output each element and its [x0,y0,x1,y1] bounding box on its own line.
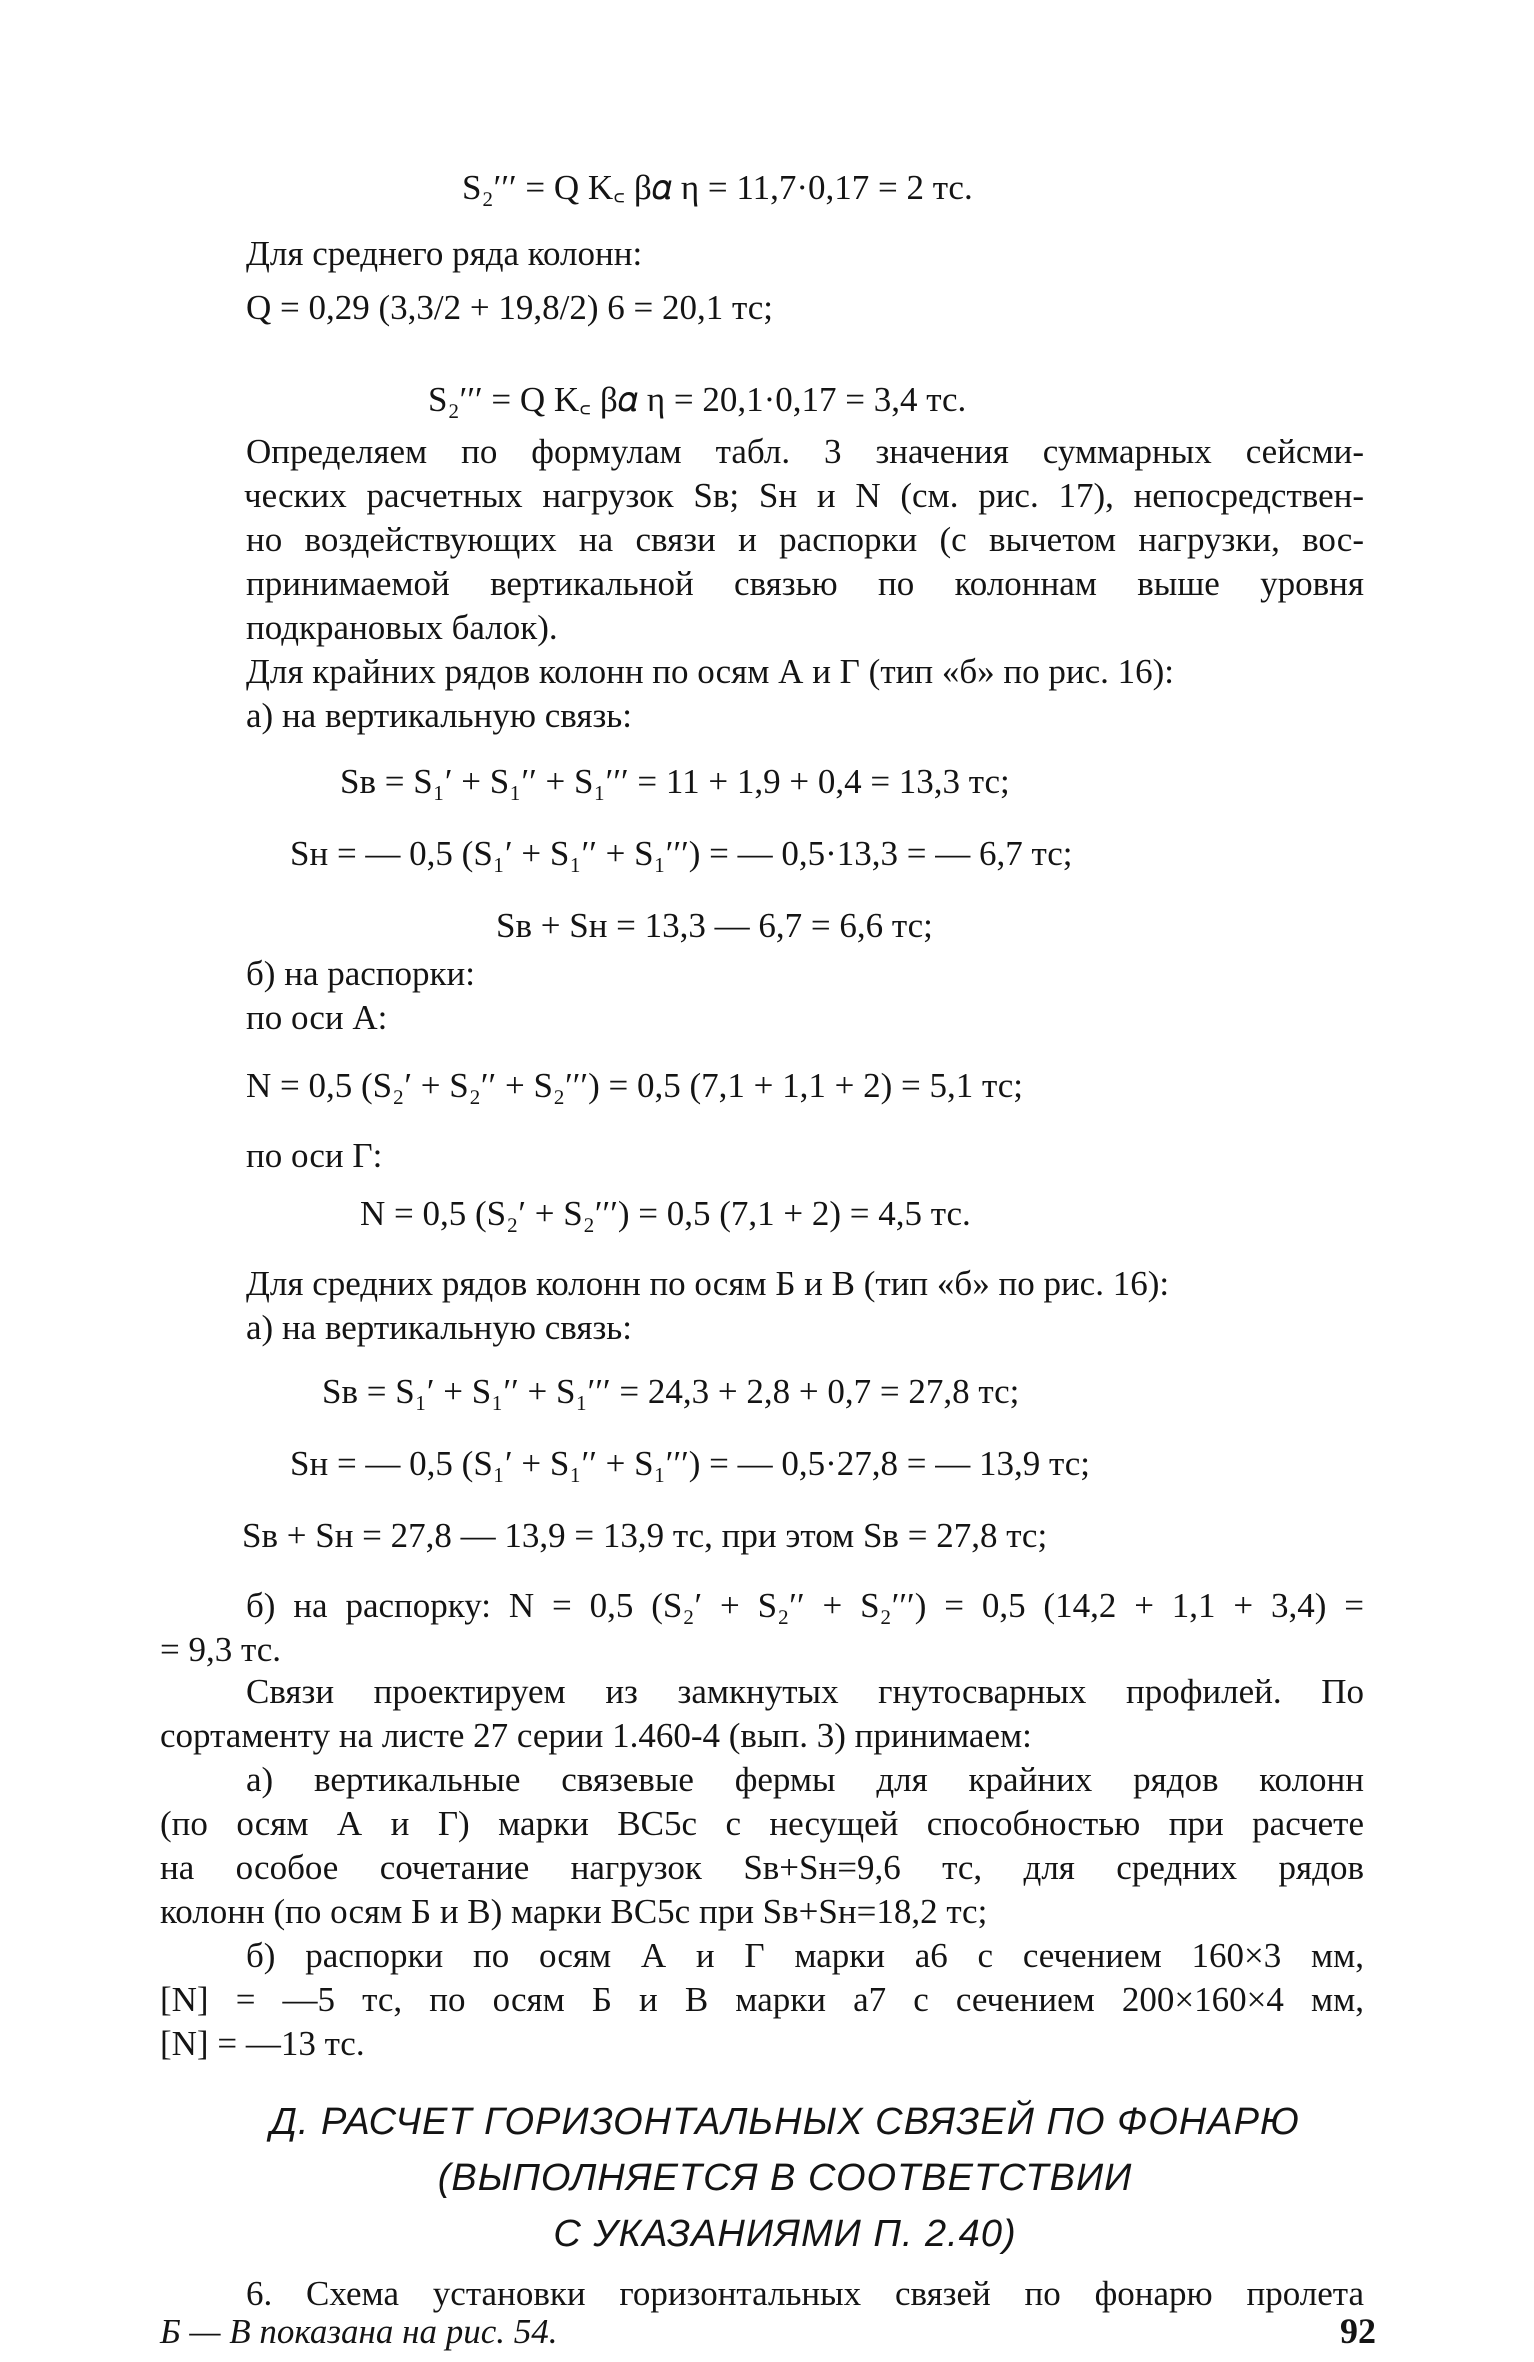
paragraph-struts-sections-cont [160,1978,1364,2022]
section-heading-line-2: (ВЫПОЛНЯЕТСЯ В СООТВЕТСТВИИ [437,2157,1133,2199]
paragraph-closing-last-line: Б — В показана на рис. 54. [160,2312,558,2351]
paragraph-line: а) вертикальные связевые фермы для крайних рядов колонн [246,1760,1364,1799]
paragraph-last-line: колонн (по осям Б и В) марки ВС5с при Sв+Sн=18,2 тс; [160,1892,988,1931]
text-vertical-bracing-middle: а) на вертикальную связь: [246,1308,632,1347]
text-axis-a: по оси А: [246,998,388,1037]
text-outer-rows-intro: Для крайних рядов колонн по осям А и Г (тип «б» по рис. 16): [246,652,1175,691]
formula-n-axis-g: N = 0,5 (S₂′ + S₂′′′) = 0,5 (7,1 + 2) = 4,5 тс. [360,1194,971,1233]
paragraph-define-loads [246,430,1364,606]
paragraph-line: 6. Схема установки горизонтальных связей по фонарю пролета [246,2274,1364,2313]
formula-sv-outer: Sв = S₁′ + S₁′′ + S₁′′′ = 11 + 1,9 + 0,4 = 13,3 тс; [340,762,1010,801]
paragraph-line: ческих расчетных нагрузок Sв; Sн и N (см. рис. 17), непосредствен- [244,476,1364,515]
formula-s2-outer: S₂′′′ = Q K꜀ β𝛼 η = 11,7·0,17 = 2 тс. [462,168,973,207]
paragraph-last-line: подкрановых балок). [246,608,558,647]
page-number: 92 [1340,2311,1376,2351]
formula-sv-middle: Sв = S₁′ + S₁′′ + S₁′′′ = 24,3 + 2,8 + 0,7 = 27,8 тс; [322,1372,1020,1411]
paragraph-line: на особое сочетание нагрузок Sв+Sн=9,6 тс, для средних рядов [160,1848,1364,1887]
formula-sum-middle: Sв + Sн = 27,8 — 13,9 = 13,9 тс, при этом Sв = 27,8 тс; [242,1516,1048,1555]
paragraph-last-line: = 9,3 тс. [160,1630,281,1669]
section-heading-line-1: Д. РАСЧЕТ ГОРИЗОНТАЛЬНЫХ СВЯЗЕЙ ПО ФОНАРЮ [270,2101,1300,2143]
paragraph-line: (по осям А и Г) марки ВС5с с несущей способностью при расчете [160,1804,1364,1843]
text-middle-row-intro: Для среднего ряда колонн: [246,234,643,273]
paragraph-vertical-trusses [246,1758,1364,1802]
paragraph-line: принимаемой вертикальной связью по колоннам выше уровня [246,564,1364,603]
paragraph-line: б) на распорку: N = 0,5 (S₂′ + S₂′′ + S₂′′′) = 0,5 (14,2 + 1,1 + 3,4) = [246,1586,1364,1625]
formula-sn-outer: Sн = — 0,5 (S₁′ + S₁′′ + S₁′′′) = — 0,5·13,3 = — 6,7 тс; [290,834,1073,873]
paragraph-line: сортаменту на листе 27 серии 1.460-4 (вып. 3) принимаем: [160,1716,1032,1755]
text-vertical-bracing-a: а) на вертикальную связь: [246,696,632,735]
formula-q-middle: Q = 0,29 (3,3/2 + 19,8/2) 6 = 20,1 тс; [246,288,773,327]
formula-n-axis-a: N = 0,5 (S₂′ + S₂′′ + S₂′′′) = 0,5 (7,1 + 1,1 + 2) = 5,1 тс; [246,1066,1023,1105]
formula-sn-middle: Sн = — 0,5 (S₁′ + S₁′′ + S₁′′′) = — 0,5·27,8 = — 13,9 тс; [290,1444,1091,1483]
paragraph-line: [N] = —5 тс, по осям Б и В марки а7 с сечением 200×160×4 мм, [160,1980,1364,2019]
paragraph-profiles [246,1670,1364,1714]
text-middle-rows-intro: Для средних рядов колонн по осям Б и В (тип «б» по рис. 16): [246,1264,1170,1303]
paragraph-line: но воздействующих на связи и распорки (с вычетом нагрузки, вос- [246,520,1364,559]
paragraph-last-line: [N] = —13 тс. [160,2024,365,2063]
paragraph-line: б) распорки по осям А и Г марки а6 с сечением 160×3 мм, [246,1936,1364,1975]
paragraph-struts-sections [246,1934,1364,1978]
text-axis-g: по оси Г: [246,1136,383,1175]
paragraph-line: Связи проектируем из замкнутых гнутосварных профилей. По [246,1672,1364,1711]
formula-s2-middle: S₂′′′ = Q K꜀ β𝛼 η = 20,1·0,17 = 3,4 тс. [428,380,967,419]
text-struts-b: б) на распорки: [246,954,475,993]
paragraph-strut-load [246,1584,1364,1628]
formula-sum-outer: Sв + Sн = 13,3 — 6,7 = 6,6 тс; [496,906,933,945]
paragraph-vertical-trusses-cont [160,1802,1364,1890]
paragraph-line: Определяем по формулам табл. 3 значения суммарных сейсми- [246,432,1364,471]
section-heading-line-3: С УКАЗАНИЯМИ П. 2.40) [553,2213,1017,2255]
